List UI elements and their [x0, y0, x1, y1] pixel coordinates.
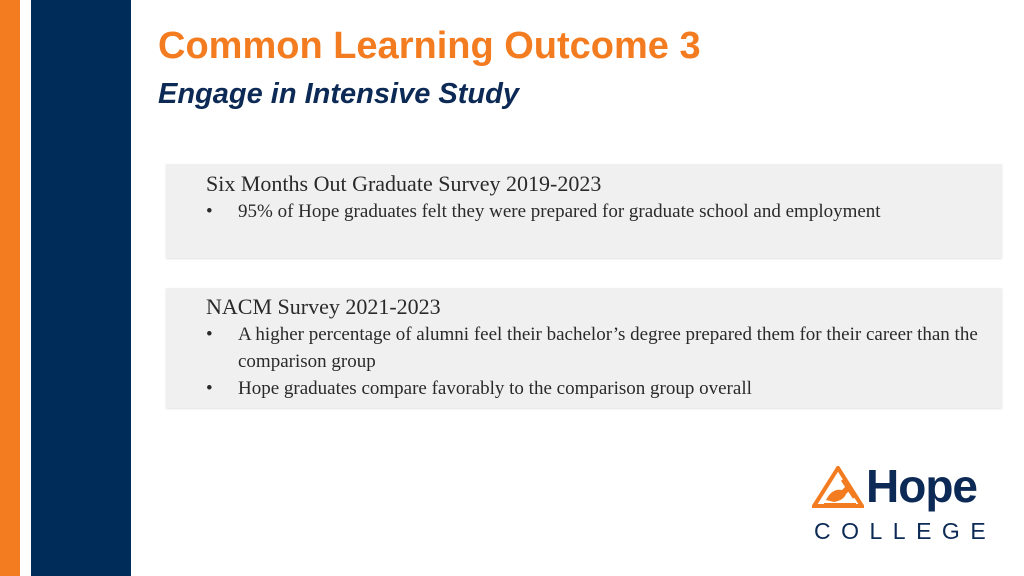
- bullet-icon: •: [206, 324, 213, 345]
- bullet-list: [206, 198, 992, 225]
- bullet-text: Hope graduates compare favorably to the comparison group overall: [238, 378, 752, 399]
- bullet-icon: •: [206, 201, 213, 222]
- bullet-item: [206, 375, 992, 402]
- bullet-item: [206, 198, 992, 225]
- bullet-icon: •: [206, 378, 213, 399]
- card-heading: NACM Survey 2021-2023: [206, 294, 441, 319]
- slide-title: Common Learning Outcome 3: [158, 25, 701, 67]
- anchor-emblem-icon: [812, 466, 864, 508]
- orange-side-stripe: [0, 0, 20, 576]
- survey-card-six-months: [166, 164, 1002, 258]
- bullet-text: 95% of Hope graduates felt they were prepared for graduate school and employment: [238, 201, 881, 222]
- survey-card-nacm: [166, 288, 1002, 408]
- hope-college-logo: [812, 460, 997, 546]
- bullet-item: [206, 321, 992, 375]
- logo-wordmark: Hope: [866, 460, 977, 512]
- navy-side-band: [31, 0, 131, 576]
- card-heading: Six Months Out Graduate Survey 2019-2023: [206, 171, 602, 196]
- bullet-text: A higher percentage of alumni feel their bachelor’s degree prepared them for their career than the comparison group: [238, 324, 978, 372]
- bullet-list: [206, 321, 992, 402]
- logo-subtext: COLLEGE: [814, 518, 997, 544]
- slide-subtitle: Engage in Intensive Study: [158, 78, 519, 110]
